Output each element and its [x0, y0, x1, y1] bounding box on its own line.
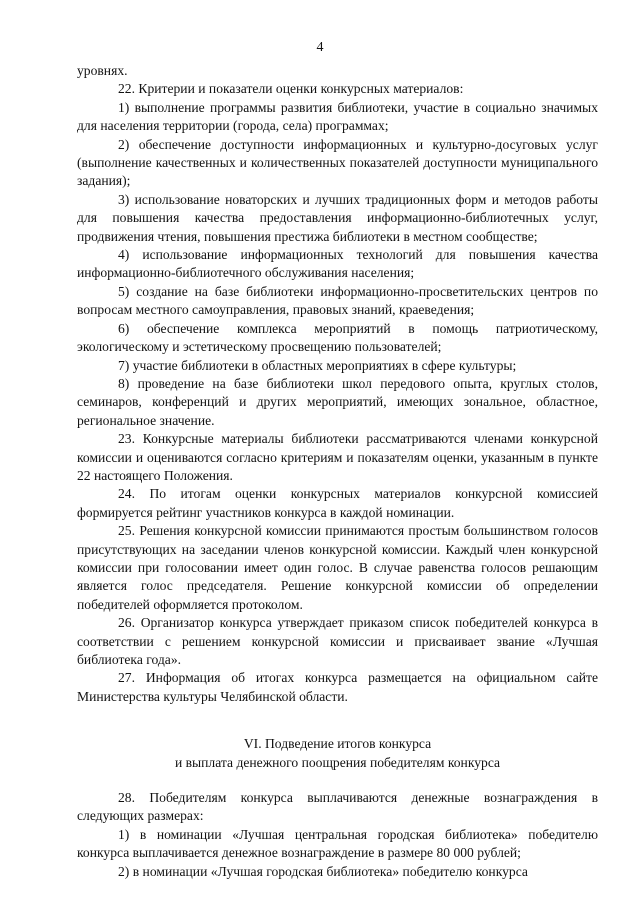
- criterion-8: 8) проведение на базе библиотеки школ передового опыта, круглых столов, семинаров, конференций и других мероприятий, имеющих зональное, областное, региональное значение.: [77, 375, 598, 428]
- criterion-7: 7) участие библиотеки в областных мероприятиях в сфере культуры;: [118, 357, 517, 373]
- criterion-5: 5) создание на базе библиотеки информационно-просветительских центров по вопросам местного самоуправления, правовых знаний, краеведения;: [77, 283, 598, 318]
- criterion-2: 2) обеспечение доступности информационных и культурно-досуговых услуг (выполнение качественных и количественных показателей доступности муниципального задания);: [77, 136, 598, 189]
- page-number: 4: [316, 40, 324, 55]
- criterion-6: 6) обеспечение комплекса мероприятий в помощь патриотическому, экологическому и эстетическому просвещению пользователей;: [77, 320, 598, 355]
- paragraph-continuation: уровнях.: [77, 63, 128, 78]
- section-heading-line-1: VI. Подведение итогов конкурса: [243, 736, 432, 752]
- paragraph-26: 26. Организатор конкурса утверждает приказом список победителей конкурса в соответствии с решением конкурсной комиссии и присваивает звание «Лучшая библиотека года».: [77, 615, 598, 667]
- section-heading-line-2: и выплата денежного поощрения победителям конкурса: [174, 754, 501, 770]
- paragraph-28: 28. Победителям конкурса выплачиваются денежные вознаграждения в следующих размерах:: [77, 790, 598, 824]
- section-spacer: [77, 772, 598, 789]
- criterion-4: 4) использование информационных технологий для повышения качества информационно-библиотечного обслуживания населения;: [77, 247, 598, 281]
- paragraph-22-heading: 22. Критерии и показатели оценки конкурсных материалов:: [118, 81, 464, 97]
- document-body: [77, 62, 598, 881]
- award-2: 2) в номинации «Лучшая городская библиотека» победителю конкурса: [118, 863, 528, 879]
- paragraph-27: 27. Информация об итогах конкурса размещается на официальном сайте Министерства культуры Челябинской области.: [77, 670, 598, 704]
- award-1: 1) в номинации «Лучшая центральная городская библиотека» победителю конкурса выплачивается денежное вознаграждение в размере 80 000 рублей;: [77, 826, 598, 861]
- criterion-1: 1) выполнение программы развития библиотеки, участие в социально значимых для населения территории (города, села) программах;: [77, 99, 598, 134]
- section-heading: [77, 735, 598, 772]
- paragraph-23: 23. Конкурсные материалы библиотеки рассматриваются членами конкурсной комиссии и оцениваются согласно критериям и показателям оценки, указанным в пункте 22 настоящего Положения.: [77, 431, 598, 483]
- paragraph-24: 24. По итогам оценки конкурсных материалов конкурсной комиссией формируется рейтинг участников конкурса в каждой номинации.: [77, 486, 598, 520]
- section-spacer: [77, 706, 598, 723]
- paragraph-25: 25. Решения конкурсной комиссии принимаются простым большинством голосов присутствующих на заседании членов конкурсной комиссии. Каждый член конкурсной комиссии при голосовании имеет один голос. В случае равенства голосов решающим является голос председателя. Решение конкурсной комиссии об определении победителей оформляется протоколом.: [77, 523, 598, 612]
- criterion-3: 3) использование новаторских и лучших традиционных форм и методов работы для повышения качества предоставления информационно-библиотечных услуг, продвижения чтения, повышения престижа библиотеки в местном сообществе;: [77, 191, 598, 244]
